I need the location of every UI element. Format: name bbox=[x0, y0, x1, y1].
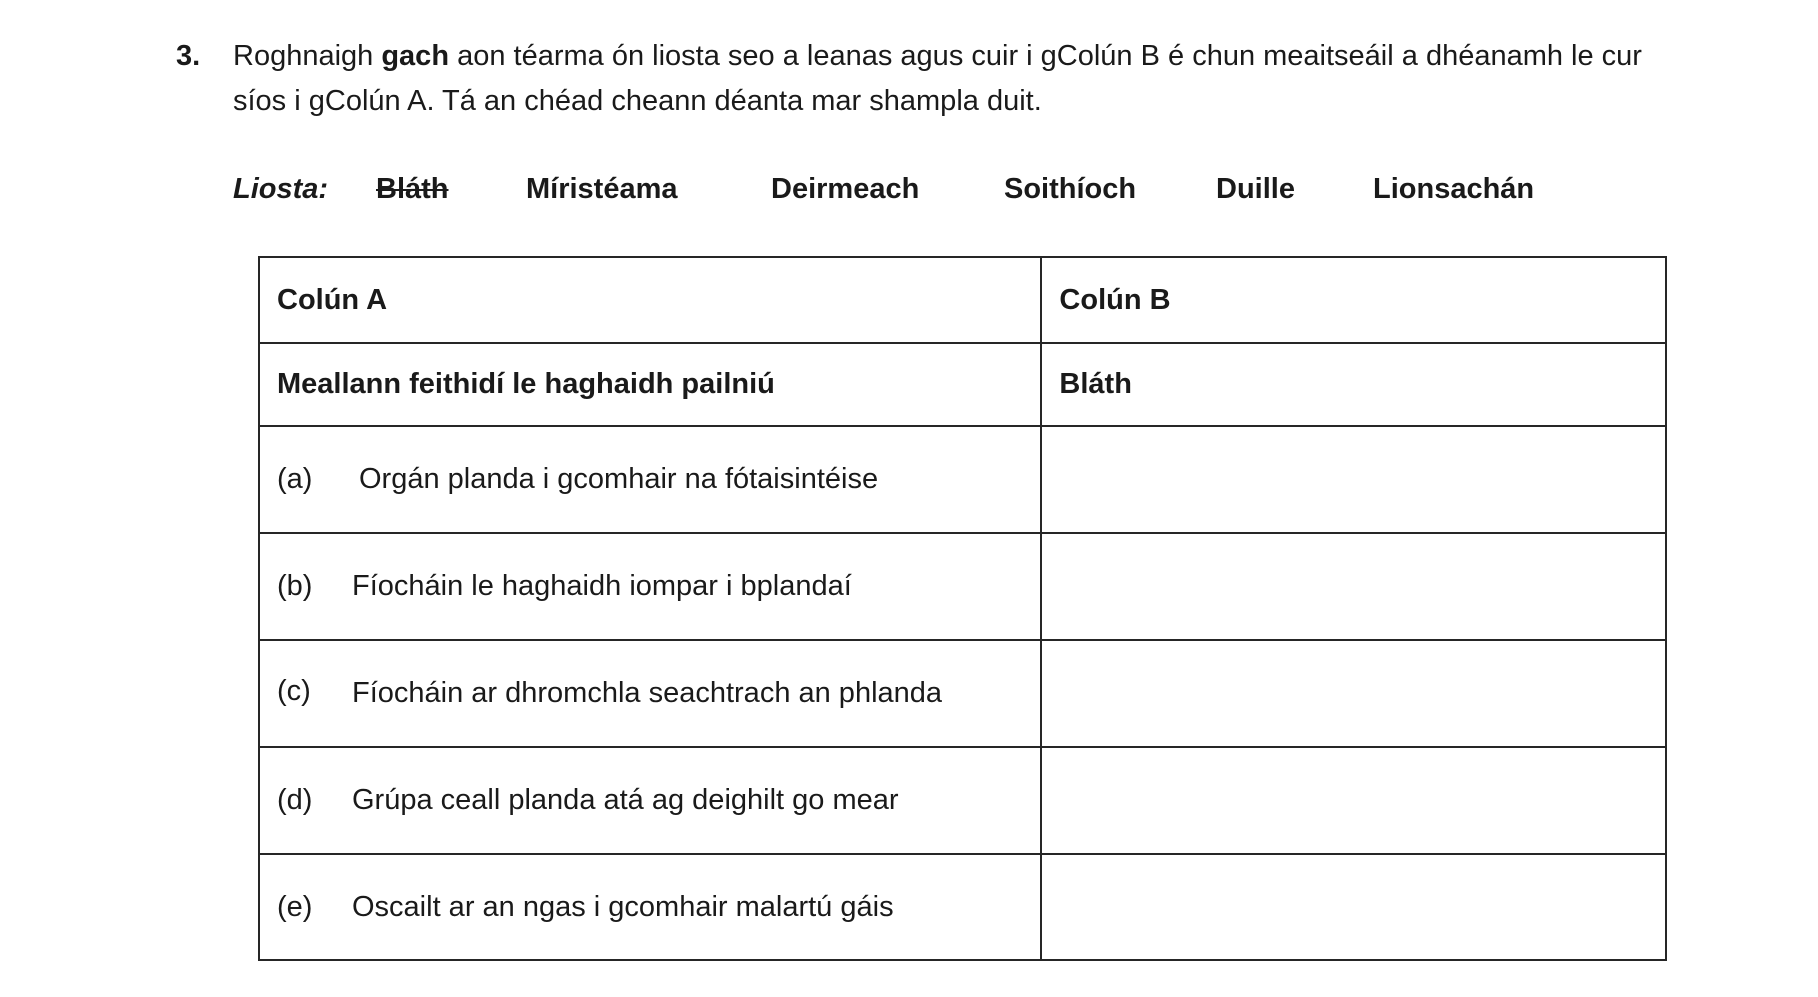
row-text: Grúpa ceall planda atá ag deighilt go mear bbox=[352, 784, 899, 816]
term-item: Lionsachán bbox=[1373, 173, 1535, 205]
row-label: (e) bbox=[277, 890, 313, 923]
row-label: (a) bbox=[277, 463, 313, 495]
example-description: Meallann feithidí le haghaidh pailniú bbox=[259, 343, 1041, 426]
question-bold-word: gach bbox=[381, 40, 450, 72]
row-label: (c) bbox=[277, 675, 311, 707]
term-item: Míristéama bbox=[526, 173, 678, 205]
term-list-label: Liosta: bbox=[233, 173, 329, 205]
table-header-row bbox=[259, 257, 1666, 343]
table-row bbox=[259, 640, 1666, 747]
table-row bbox=[259, 747, 1666, 854]
table-row bbox=[259, 533, 1666, 640]
row-description-b bbox=[259, 533, 1041, 640]
row-label: (d) bbox=[277, 784, 313, 816]
example-row bbox=[259, 343, 1666, 426]
answer-cell-a[interactable] bbox=[1041, 426, 1666, 533]
question-block bbox=[176, 34, 1676, 124]
term-item: Soithíoch bbox=[1004, 173, 1137, 205]
example-answer: Bláth bbox=[1041, 343, 1666, 426]
question-text-start: Roghnaigh bbox=[233, 40, 382, 72]
row-description-a bbox=[259, 426, 1041, 533]
term-item: Duille bbox=[1216, 173, 1295, 205]
row-text: Oscailt ar an ngas i gcomhair malartú gáis bbox=[352, 890, 894, 923]
header-colun-a: Colún A bbox=[259, 257, 1041, 343]
term-item-struck: Bláth bbox=[376, 173, 449, 205]
answer-cell-c[interactable] bbox=[1041, 640, 1666, 747]
answer-cell-b[interactable] bbox=[1041, 533, 1666, 640]
table-row bbox=[259, 426, 1666, 533]
row-text: Orgán planda i gcomhair na fótaisintéise bbox=[359, 463, 879, 495]
answer-cell-d[interactable] bbox=[1041, 747, 1666, 854]
table-row bbox=[259, 854, 1666, 960]
row-label: (b) bbox=[277, 570, 313, 602]
question-text bbox=[233, 34, 1676, 124]
matching-table bbox=[258, 256, 1667, 961]
question-number: 3. bbox=[176, 40, 201, 72]
header-colun-b: Colún B bbox=[1041, 257, 1666, 343]
row-description-d bbox=[259, 747, 1041, 854]
row-text: Fíocháin le haghaidh iompar i bplandaí bbox=[352, 570, 852, 602]
row-description-e bbox=[259, 854, 1041, 960]
answer-cell-e[interactable] bbox=[1041, 854, 1666, 960]
question-text-end: aon téarma ón liosta seo a leanas agus cuir i gColún B é chun meaitseáil a dhéanamh le cur síos i gColún A. Tá an chéad cheann déanta mar shampla duit. bbox=[233, 40, 1642, 117]
row-description-c bbox=[259, 640, 1041, 747]
term-item: Deirmeach bbox=[771, 173, 920, 205]
row-text: Fíocháin ar dhromchla seachtrach an phlanda bbox=[352, 677, 943, 709]
